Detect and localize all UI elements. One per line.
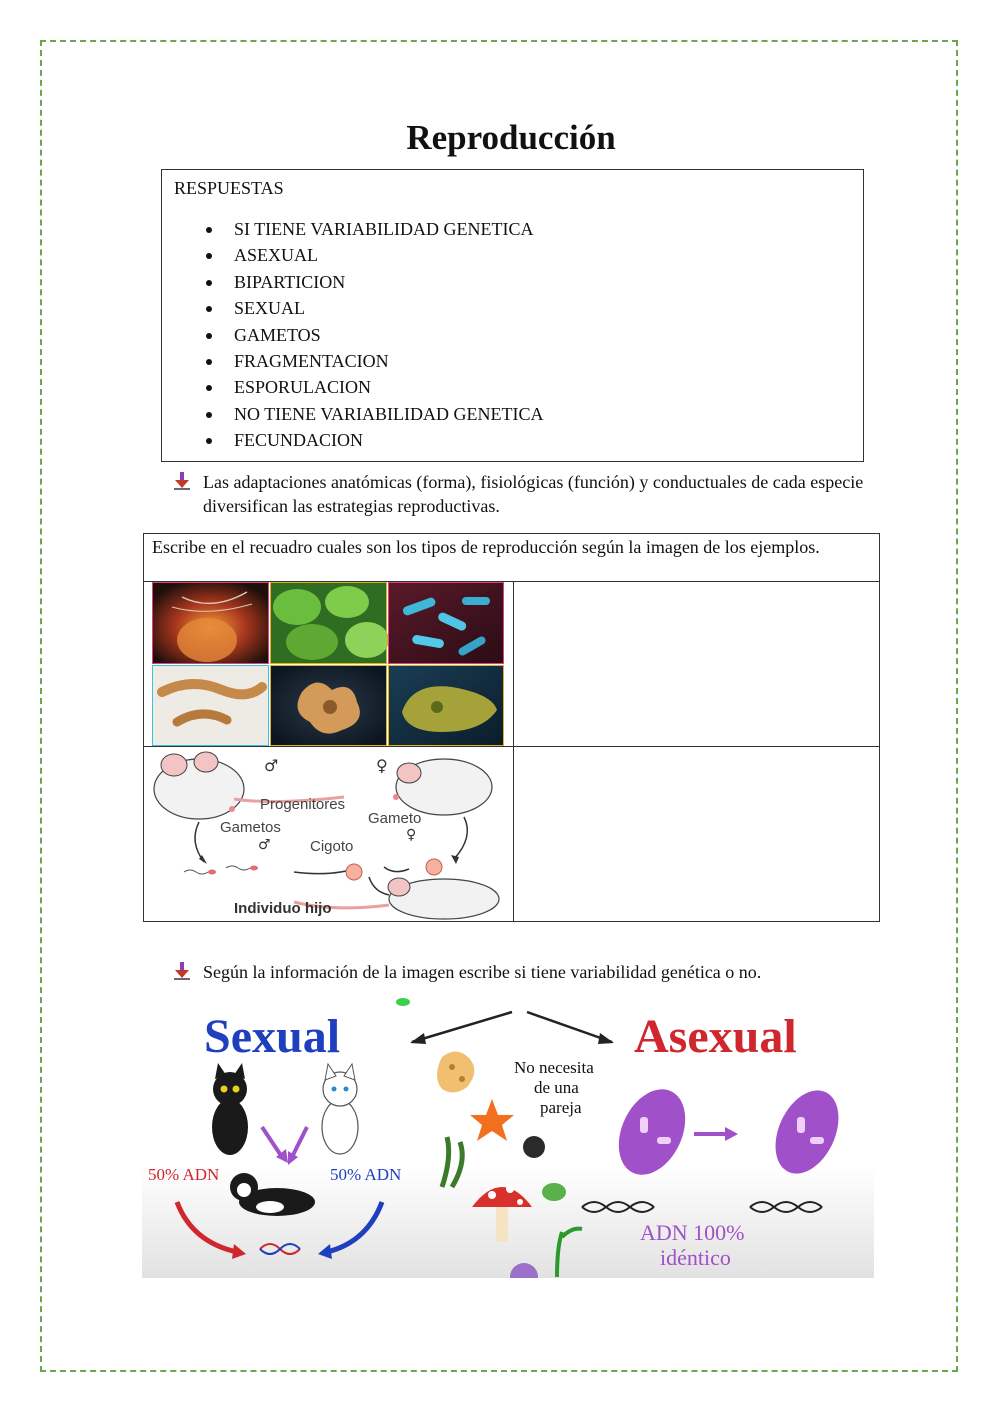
no-pareja-line3: pareja	[540, 1098, 582, 1117]
answer-item[interactable]: BIPARTICION	[202, 269, 543, 295]
male-symbol: ♂	[264, 756, 279, 775]
answer-cell-row2[interactable]	[514, 747, 879, 921]
examples-table	[143, 533, 880, 922]
organisms-collage	[152, 582, 504, 746]
planaria-image	[152, 665, 269, 746]
answer-item[interactable]: ESPORULACION	[202, 374, 543, 400]
exercise1-instruction: Escribe en el recuadro cuales son los tipos de reproducción según la imagen de los ejemplos.	[152, 537, 820, 557]
label-gametos: Gametos	[220, 819, 281, 836]
sexual-asexual-infographic	[142, 997, 874, 1278]
identico-label: idéntico	[660, 1245, 731, 1270]
female-symbol: ♀	[376, 756, 388, 775]
intro-paragraph	[172, 470, 892, 518]
answer-item[interactable]: GAMETOS	[202, 322, 543, 348]
asexual-title: Asexual	[634, 1010, 797, 1063]
answer-item[interactable]: ASEXUAL	[202, 242, 543, 268]
answer-item[interactable]: FRAGMENTACION	[202, 348, 543, 374]
answer-item[interactable]: SEXUAL	[202, 295, 543, 321]
black-cat-icon	[212, 1063, 248, 1155]
sexual-title: Sexual	[204, 1010, 341, 1063]
no-pareja-line1: No necesita	[514, 1058, 594, 1077]
adn-right-label: 50% ADN	[330, 1165, 402, 1184]
white-cat-icon	[322, 1064, 358, 1154]
label-progenitores: Progenitores	[260, 796, 346, 813]
arrow-bullet-icon	[172, 470, 192, 490]
answers-list	[202, 216, 543, 454]
mouse-reproduction-diagram	[144, 747, 513, 922]
answers-box	[161, 169, 864, 462]
organism-green-icon	[542, 1183, 566, 1201]
sea-urchin-icon	[523, 1136, 545, 1158]
page-title: Reproducción	[406, 118, 616, 157]
male-symbol: ♂	[258, 837, 271, 853]
arrow-bullet-icon	[172, 960, 192, 980]
exercise2-instruction: Según la información de la imagen escribe si tiene variabilidad genética o no.	[203, 962, 762, 982]
answer-cell-row1[interactable]	[514, 582, 879, 746]
adn-left-label: 50% ADN	[148, 1165, 220, 1184]
female-symbol: ♀	[406, 827, 417, 843]
adn-100-label: ADN 100%	[640, 1220, 745, 1245]
exercise2-paragraph	[172, 960, 892, 984]
answers-heading: RESPUESTAS	[174, 178, 284, 198]
label-gameto: Gameto	[368, 810, 422, 827]
intro-text: Las adaptaciones anatómicas (forma), fisiológicas (función) y conductuales de cada especie diversifican las estrategias reproductivas.	[203, 472, 864, 516]
answer-item[interactable]: SI TIENE VARIABILIDAD GENETICA	[202, 216, 543, 242]
answer-item[interactable]: FECUNDACION	[202, 427, 543, 453]
label-individuo-hijo: Individuo hijo	[234, 900, 332, 917]
no-pareja-line2: de una	[534, 1078, 579, 1097]
answer-item[interactable]: NO TIENE VARIABILIDAD GENETICA	[202, 401, 543, 427]
label-cigoto: Cigoto	[310, 838, 354, 855]
